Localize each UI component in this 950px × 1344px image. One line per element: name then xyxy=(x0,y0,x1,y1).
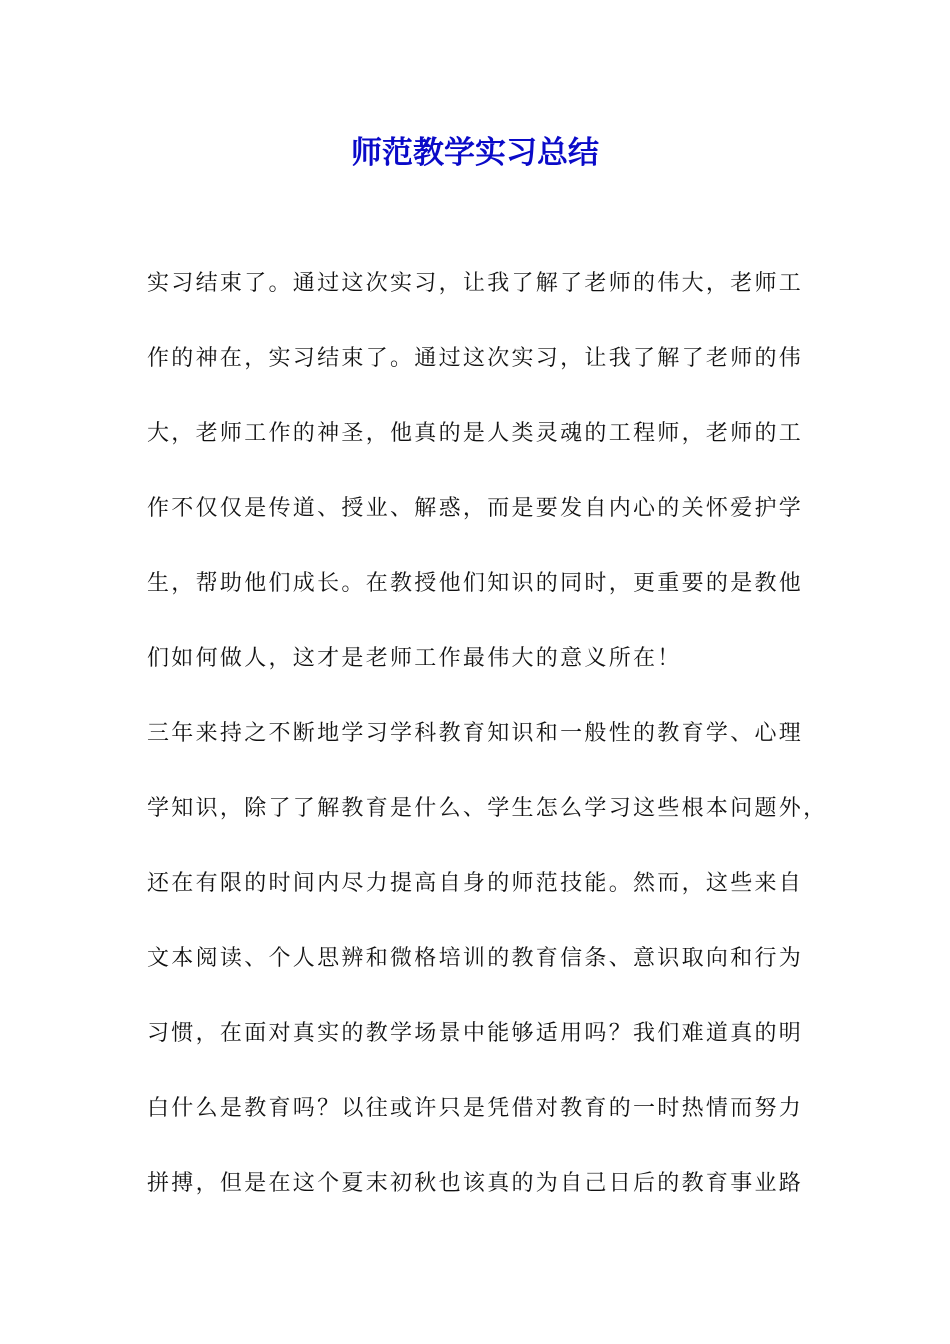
body-line-12: 白什么是教育吗？以往或许只是凭借对教育的一时热情而努力 xyxy=(147,1096,804,1121)
body-line-8: 学知识，除了了解教育是什么、学生怎么学习这些根本问题外， xyxy=(147,796,828,821)
body-line-3: 大，老师工作的神圣，他真的是人类灵魂的工程师，老师的工 xyxy=(147,421,804,446)
body-line-13: 拼搏，但是在这个夏末初秋也该真的为自己日后的教育事业路 xyxy=(147,1171,804,1196)
body-line-1: 实习结束了。通过这次实习，让我了解了老师的伟大，老师工 xyxy=(147,271,804,296)
document-body xyxy=(147,258,828,1233)
body-line-2: 作的神在，实习结束了。通过这次实习，让我了解了老师的伟 xyxy=(147,346,804,371)
document-title: 师范教学实习总结 xyxy=(351,135,599,171)
body-line-5: 生，帮助他们成长。在教授他们知识的同时，更重要的是教他 xyxy=(147,571,804,596)
body-line-11: 习惯，在面对真实的教学场景中能够适用吗？我们难道真的明 xyxy=(147,1021,804,1046)
body-line-4: 作不仅仅是传道、授业、解惑，而是要发自内心的关怀爱护学 xyxy=(147,496,804,521)
body-line-7: 三年来持之不断地学习学科教育知识和一般性的教育学、心理 xyxy=(147,721,804,746)
body-line-9: 还在有限的时间内尽力提高自身的师范技能。然而，这些来自 xyxy=(147,871,804,896)
body-line-6: 们如何做人，这才是老师工作最伟大的意义所在！ xyxy=(147,646,682,671)
body-line-10: 文本阅读、个人思辨和微格培训的教育信条、意识取向和行为 xyxy=(147,946,804,971)
